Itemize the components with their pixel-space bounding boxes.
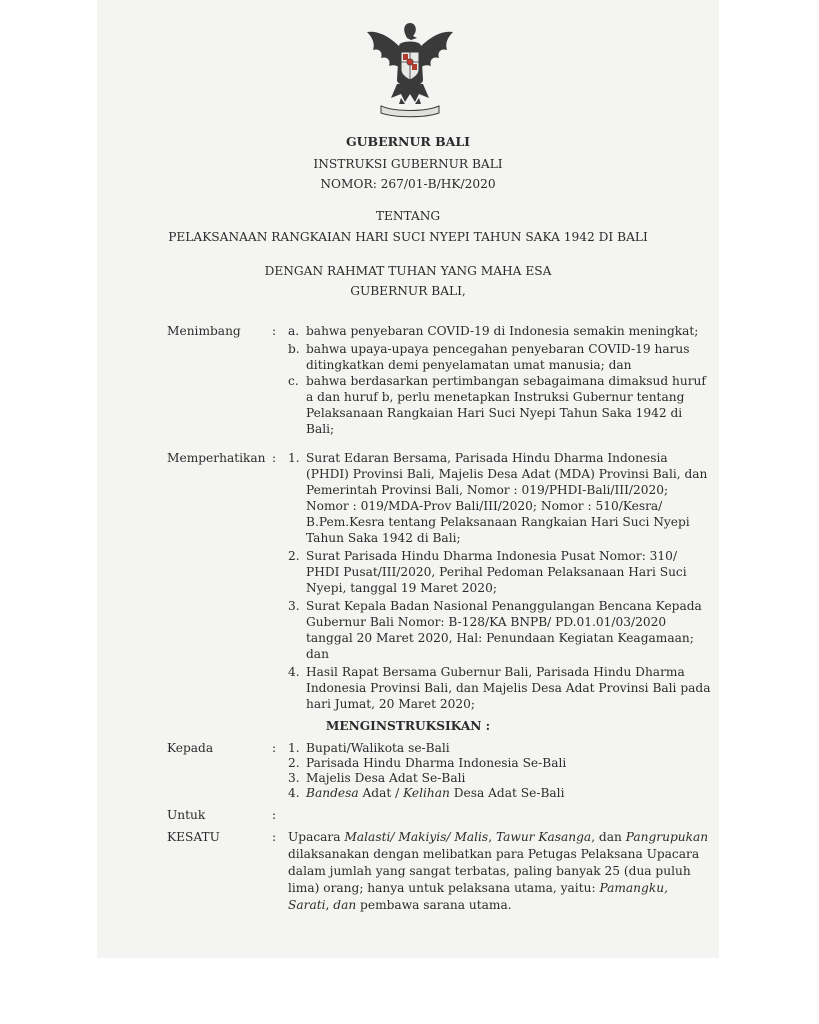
kepada-label: Kepada: [167, 741, 214, 755]
kepada-item-2: Parisada Hindu Dharma Indonesia Se-Bali: [306, 756, 567, 770]
kesatu-l1-malasti: Malasti/ Makiyis/ Malis: [344, 830, 489, 844]
kepada-marker-3: 3.: [288, 771, 300, 785]
menimbang-colon: :: [272, 324, 277, 338]
kepada-marker-1: 1.: [288, 741, 300, 755]
kepada-item-4-mid: Adat /: [358, 786, 404, 800]
menimbang-marker-a: a.: [288, 324, 300, 338]
governor-title: GUBERNUR BALI: [345, 134, 471, 149]
menimbang-a-line-1: bahwa penyebaran COVID-19 di Indonesia semakin meningkat;: [306, 324, 699, 338]
kesatu-l1-tawur: Tawur Kasanga: [495, 830, 592, 844]
memperhatikan-3-line-1: Surat Kepala Badan Nasional Penanggulangan Bencana Kepada: [306, 599, 702, 613]
memperhatikan-marker-2: 2.: [288, 549, 300, 563]
tentang-label: TENTANG: [375, 209, 441, 223]
kesatu-label: KESATU: [167, 830, 220, 844]
kesatu-colon: :: [272, 830, 277, 844]
kepada-item-3: Majelis Desa Adat Se-Bali: [306, 771, 466, 785]
kepada-item-4: [306, 786, 564, 800]
memperhatikan-marker-3: 3.: [288, 599, 300, 613]
kesatu-l1-c: , dan: [591, 830, 626, 844]
menimbang-b-line-1: bahwa upaya-upaya pencegahan penyebaran COVID-19 harus: [306, 342, 690, 356]
untuk-label: Untuk: [167, 808, 206, 822]
kesatu-l1-b: ,: [488, 830, 496, 844]
memperhatikan-label: Memperhatikan: [167, 451, 266, 465]
memperhatikan-colon: :: [272, 451, 277, 465]
document-type: INSTRUKSI GUBERNUR BALI: [313, 157, 503, 171]
kesatu-l5-dan: dan: [333, 898, 357, 912]
memperhatikan-marker-4: 4.: [288, 665, 300, 679]
kepada-marker-4: 4.: [288, 786, 300, 800]
kesatu-l1-pangrupukan: Pangrupukan: [625, 830, 709, 844]
kesatu-line-5: [288, 898, 651, 912]
kesatu-line-3: dalam jumlah yang sangat terbatas, paling banyak 25 (dua puluh: [288, 864, 691, 878]
kesatu-line-4: [288, 881, 668, 895]
memperhatikan-4-line-2: Indonesia Provinsi Bali, dan Majelis Desa Adat Provinsi Bali pada: [306, 681, 711, 695]
memperhatikan-1-line-2: (PHDI) Provinsi Bali, Majelis Desa Adat (MDA) Provinsi Bali, dan: [306, 467, 708, 481]
memperhatikan-3-line-2: Gubernur Bali Nomor: B-128/KA BNPB/ PD.01.01/03/2020: [306, 615, 667, 629]
memperhatikan-1-line-3: Pemerintah Provinsi Bali, Nomor : 019/PHDI-Bali/III/2020;: [306, 483, 669, 497]
kesatu-line-2: dilaksanakan dengan melibatkan para Petugas Pelaksana Upacara: [288, 847, 700, 861]
kesatu-l4-a: lima) orang; hanya untuk pelaksana utama, yaitu:: [288, 881, 600, 895]
menimbang-c-line-4: Bali;: [306, 422, 335, 436]
opening-line-1: DENGAN RAHMAT TUHAN YANG MAHA ESA: [264, 264, 552, 278]
menimbang-marker-b: b.: [288, 342, 300, 356]
untuk-colon: :: [272, 808, 277, 822]
memperhatikan-2-line-3: Nyepi, tanggal 19 Maret 2020;: [306, 581, 497, 595]
document-number: NOMOR: 267/01-B/HK/2020: [320, 177, 496, 191]
garuda-pancasila-emblem: [361, 18, 459, 118]
kepada-item-4-bandesa: Bandesa: [306, 786, 359, 800]
memperhatikan-2-line-2: PHDI Pusat/III/2020, Perihal Pedoman Pelaksanaan Hari Suci: [306, 565, 687, 579]
kesatu-l4-pamangku: Pamangku,: [599, 881, 668, 895]
memperhatikan-marker-1: 1.: [288, 451, 300, 465]
kesatu-line-1: [288, 830, 709, 844]
kesatu-l5-sarati: Sarati: [288, 898, 326, 912]
kesatu-l5-b: ,: [325, 898, 334, 912]
kepada-marker-2: 2.: [288, 756, 300, 770]
kesatu-l1-a: Upacara: [288, 830, 345, 844]
menimbang-c-line-2: a dan huruf b, perlu menetapkan Instruksi Gubernur tentang: [306, 390, 685, 404]
kepada-item-1: Bupati/Walikota se-Bali: [306, 741, 450, 755]
memperhatikan-4-line-1: Hasil Rapat Bersama Gubernur Bali, Parisada Hindu Dharma: [306, 665, 685, 679]
memperhatikan-1-line-6: Tahun Saka 1942 di Bali;: [306, 531, 461, 545]
kesatu-l5-c: pembawa sarana utama.: [356, 898, 512, 912]
memperhatikan-2-line-1: Surat Parisada Hindu Dharma Indonesia Pusat Nomor: 310/: [306, 549, 678, 563]
kepada-item-4-kelihan: Kelihan: [403, 786, 450, 800]
menimbang-marker-c: c.: [288, 374, 299, 388]
kepada-colon: :: [272, 741, 277, 755]
document-subject: PELAKSANAAN RANGKAIAN HARI SUCI NYEPI TAHUN SAKA 1942 DI BALI: [168, 230, 648, 244]
memperhatikan-1-line-5: B.Pem.Kesra tentang Pelaksanaan Rangkaian Hari Suci Nyepi: [306, 515, 690, 529]
memperhatikan-1-line-4: Nomor : 019/MDA-Prov Bali/III/2020; Nomor : 510/Kesra/: [306, 499, 663, 513]
memperhatikan-1-line-1: Surat Edaran Bersama, Parisada Hindu Dharma Indonesia: [306, 451, 668, 465]
memperhatikan-3-line-4: dan: [306, 647, 329, 661]
memperhatikan-4-line-3: hari Jumat, 20 Maret 2020;: [306, 697, 475, 711]
instruct-heading: MENGINSTRUKSIKAN :: [325, 719, 491, 733]
menimbang-b-line-2: ditingkatkan demi penyelamatan umat manusia; dan: [306, 358, 632, 372]
opening-line-2: GUBERNUR BALI,: [350, 284, 466, 298]
menimbang-label: Menimbang: [167, 324, 241, 338]
memperhatikan-3-line-3: tanggal 20 Maret 2020, Hal: Penundaan Kegiatan Keagamaan;: [306, 631, 694, 645]
menimbang-c-line-3: Pelaksanaan Rangkaian Hari Suci Nyepi Tahun Saka 1942 di: [306, 406, 683, 420]
menimbang-c-line-1: bahwa berdasarkan pertimbangan sebagaimana dimaksud huruf: [306, 374, 706, 388]
kepada-item-4-rest: Desa Adat Se-Bali: [449, 786, 565, 800]
